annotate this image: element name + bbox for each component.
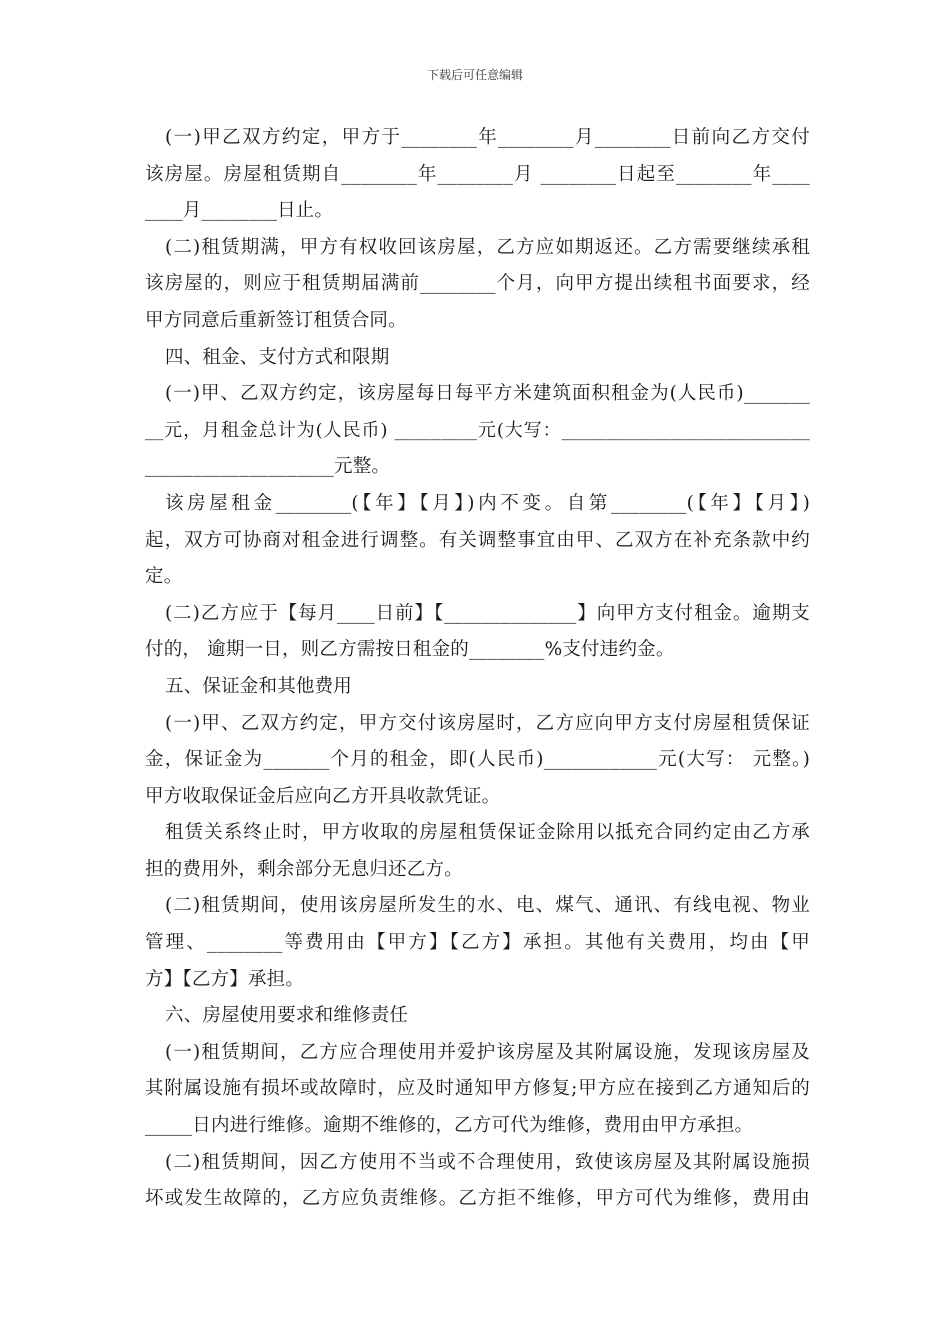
text-line: 该房屋的，则应于租赁期届满前________个月，向甲方提出续租书面要求，经 [145, 273, 810, 295]
text-line: 甲方收取保证金后应向乙方开具收款凭证。 [145, 785, 501, 807]
section-heading: 五、保证金和其他费用 [165, 675, 353, 697]
text-line: 租赁关系终止时，甲方收取的房屋租赁保证金除用以抵充合同约定由乙方承 [165, 822, 810, 844]
text-line: 该房屋。房屋租赁期自________年________月 ________日起至________年____ [145, 163, 810, 185]
text-line: (一)租赁期间，乙方应合理使用并爱护该房屋及其附属设施，发现该房屋及 [165, 1041, 810, 1063]
text-line: (二)租赁期间，使用该房屋所发生的水、电、煤气、通讯、有线电视、物业 [165, 895, 810, 917]
text-line: 管理、________等费用由【甲方】【乙方】承担。其他有关费用，均由【甲 [145, 932, 810, 954]
text-line: (二)租赁期间，因乙方使用不当或不合理使用，致使该房屋及其附属设施损 [165, 1151, 810, 1173]
text-line: ____月________日止。 [145, 200, 334, 222]
page-header: 下载后可任意编辑 [426, 68, 523, 82]
text-line: 其附属设施有损坏或故障时，应及时通知甲方修复;甲方应在接到乙方通知后的 [145, 1078, 810, 1100]
text-line: __元，月租金总计为(人民币) _________元(大写：___________________________ [145, 419, 810, 441]
text-line: 担的费用外，剩余部分无息归还乙方。 [145, 858, 463, 880]
text-line: 定。 [145, 566, 183, 588]
text-line: 坏或发生故障的，乙方应负责维修。乙方拒不维修，甲方可代为维修，费用由 [145, 1188, 810, 1210]
text-line: (一)甲、乙双方约定，该房屋每日每平方米建筑面积租金为(人民币)_______ [165, 383, 810, 405]
text-line: _____日内进行维修。逾期不维修的，乙方可代为维修，费用由甲方承担。 [145, 1115, 754, 1137]
text-line: 甲方同意后重新签订租赁合同。 [145, 309, 407, 331]
document-body [145, 120, 810, 1218]
text-line: 起，双方可协商对租金进行调整。有关调整事宜由甲、乙双方在补充条款中约 [145, 529, 810, 551]
text-line: (一)甲、乙双方约定，甲方交付该房屋时，乙方应向甲方支付房屋租赁保证 [165, 712, 810, 734]
text-line: 该房屋租金________(【年】【月】)内不变。自第________(【年】【月】) [165, 492, 810, 514]
text-line: (一)甲乙双方约定，甲方于________年________月________日前向乙方交付 [165, 127, 810, 148]
section-heading: 六、房屋使用要求和维修责任 [165, 1005, 409, 1027]
text-line: 金，保证金为_______个月的租金，即(人民币)____________元(大写： 元整。) [145, 749, 810, 771]
text-line: (二)租赁期满，甲方有权收回该房屋，乙方应如期返还。乙方需要继续承租 [165, 236, 810, 258]
text-line: 付的， 逾期一日，则乙方需按日租金的________%支付违约金。 [145, 639, 675, 661]
text-line: ____________________元整。 [145, 456, 391, 478]
text-line: 方】【乙方】承担。 [145, 968, 305, 990]
section-heading: 四、租金、支付方式和限期 [165, 346, 390, 368]
text-line: (二)乙方应于【每月____日前】【______________】向甲方支付租金。逾期支 [165, 602, 810, 624]
